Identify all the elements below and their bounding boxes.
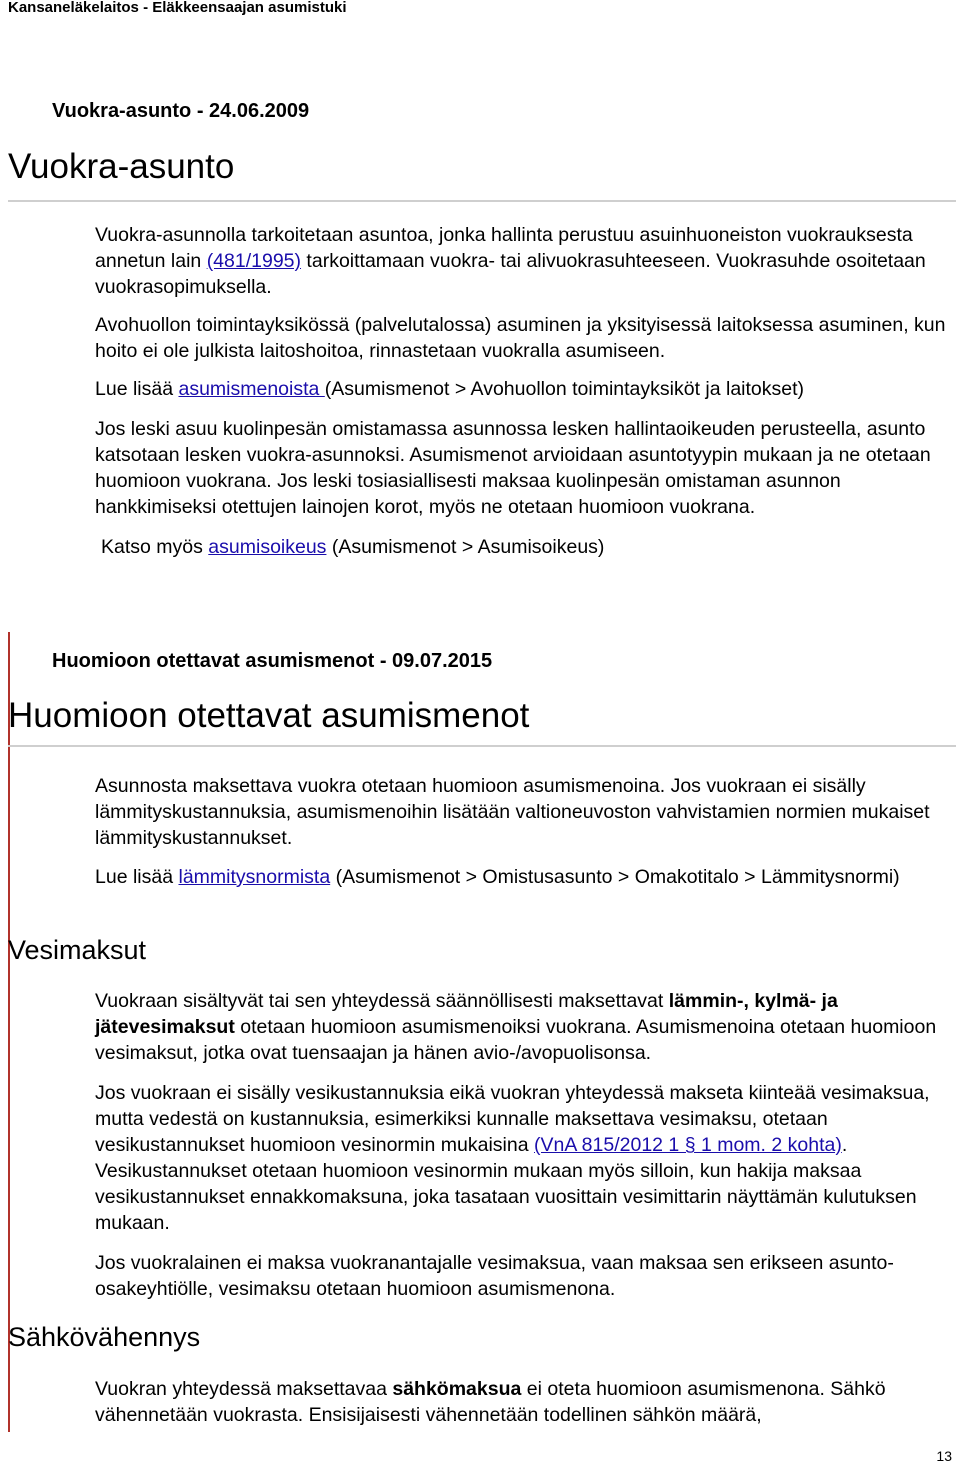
paragraph: Avohuollon toimintayksikössä (palvelutalossa) asuminen ja yksityisessä laitoksessa asuminen, kun hoito ei ole julkista laitoshoitoa, rinnastetaan vuokralla asumiseen. <box>95 314 946 362</box>
section-title: Huomioon otettavat asumismenot <box>8 696 530 735</box>
subsection-heading-vesimaksut: Vesimaksut <box>8 935 147 965</box>
heading-divider <box>8 745 956 747</box>
paragraph: Jos vuokraan ei sisälly vesikustannuksia eikä vuokran yhteydessä makseta kiinteää vesimaksua, mutta vedestä on kustannuksia, esimerkiksi kunnalle maksettava vesimaksu, otetaan vesikustannukset huomioon vesinormin mukaisina (VnA 815/2012 1 § 1 mom. 2 kohta). Vesikustannukset otetaan huomioon vesinormin mukaan myös silloin, kun hakija maksaa vesikustannukset ennakkomaksuna, joka tasataan vuosittain vesimittarin näyttämän kulutuksen mukaan. <box>95 1082 930 1234</box>
sahkovahennys-body <box>95 1376 955 1428</box>
section-left-bar <box>8 632 10 1432</box>
paragraph: Jos vuokralainen ei maksa vuokranantajalle vesimaksua, vaan maksaa sen erikseen asunto-osakeyhtiölle, vesimaksu otetaan huomioon asumismenona. <box>95 1252 894 1300</box>
law-link-481-1995[interactable]: (481/1995) <box>206 250 302 272</box>
paragraph: Lue lisää asumismenoista (Asumismenot > Avohuollon toimintayksiköt ja laitokset) <box>95 378 805 400</box>
paragraph: Jos leski asuu kuolinpesän omistamassa asunnossa lesken hallintaoikeuden perusteella, asunto katsotaan lesken vuokra-asunnoksi. Asumismenot arvioidaan asuntotyypin mukaan ja ne otetaan huomioon vuokrana. Jos leski tosiasiallisesti maksaa kuolinpesän omistaman asunnon hankkimiseksi otettujen lainojen korot, myös ne otetaan huomioon vuokrana. <box>95 418 931 518</box>
paragraph: Katso myös asumisoikeus (Asumismenot > Asumisoikeus) <box>101 536 605 558</box>
section2-body <box>95 773 955 890</box>
subsection-heading-sahkovahennys: Sähkövähennys <box>8 1322 201 1352</box>
asumisoikeus-link[interactable]: asumisoikeus <box>208 536 327 558</box>
vna-815-2012-link[interactable]: (VnA 815/2012 1 § 1 mom. 2 kohta) <box>533 1134 842 1156</box>
paragraph: Vuokran yhteydessä maksettavaa sähkömaksua ei oteta huomioon asumismenona. Sähkö vähennetään vuokrasta. Ensisijaisesti vähennetään todellinen sähkön määrä, <box>95 1378 886 1426</box>
section-meta-title: Huomioon otettavat asumismenot - 09.07.2015 <box>52 650 493 672</box>
section1-body <box>95 222 955 560</box>
vesimaksut-body <box>95 988 955 1302</box>
paragraph: Asunnosta maksettava vuokra otetaan huomioon asumismenoina. Jos vuokraan ei sisälly lämmityskustannuksia, asumismenoihin lisätään valtioneuvoston vahvistamien normien mukaiset lämmityskustannukset. <box>95 775 930 849</box>
paragraph: Lue lisää lämmitysnormista (Asumismenot > Omistusasunto > Omakotitalo > Lämmitysnormi) <box>95 866 900 888</box>
paragraph: Vuokraan sisältyvät tai sen yhteydessä säännöllisesti maksettavat lämmin-, kylmä- ja jätevesimaksut otetaan huomioon asumismenoiksi vuokrana. Asumismenoina otetaan huomioon vesimaksut, jotka ovat tuensaajan ja hänen avio-/avopuolisonsa. <box>95 990 937 1064</box>
lammitysnormista-link[interactable]: lämmitysnormista <box>178 866 331 888</box>
heading-divider <box>8 200 956 202</box>
page-number: 13 <box>936 1448 952 1464</box>
section-meta-title: Vuokra-asunto - 24.06.2009 <box>52 100 310 122</box>
document-header-title: Kansaneläkelaitos - Eläkkeensaajan asumistuki <box>8 0 347 16</box>
asumismenoista-link[interactable]: asumismenoista <box>178 378 325 400</box>
paragraph: Vuokra-asunnolla tarkoitetaan asuntoa, jonka hallinta perustuu asuinhuoneiston vuokrauksesta annetun lain (481/1995) tarkoittamaan vuokra- tai alivuokrasuhteeseen. Vuokrasuhde osoitetaan vuokrasopimuksella. <box>95 224 926 298</box>
page-title: Vuokra-asunto <box>8 147 235 186</box>
